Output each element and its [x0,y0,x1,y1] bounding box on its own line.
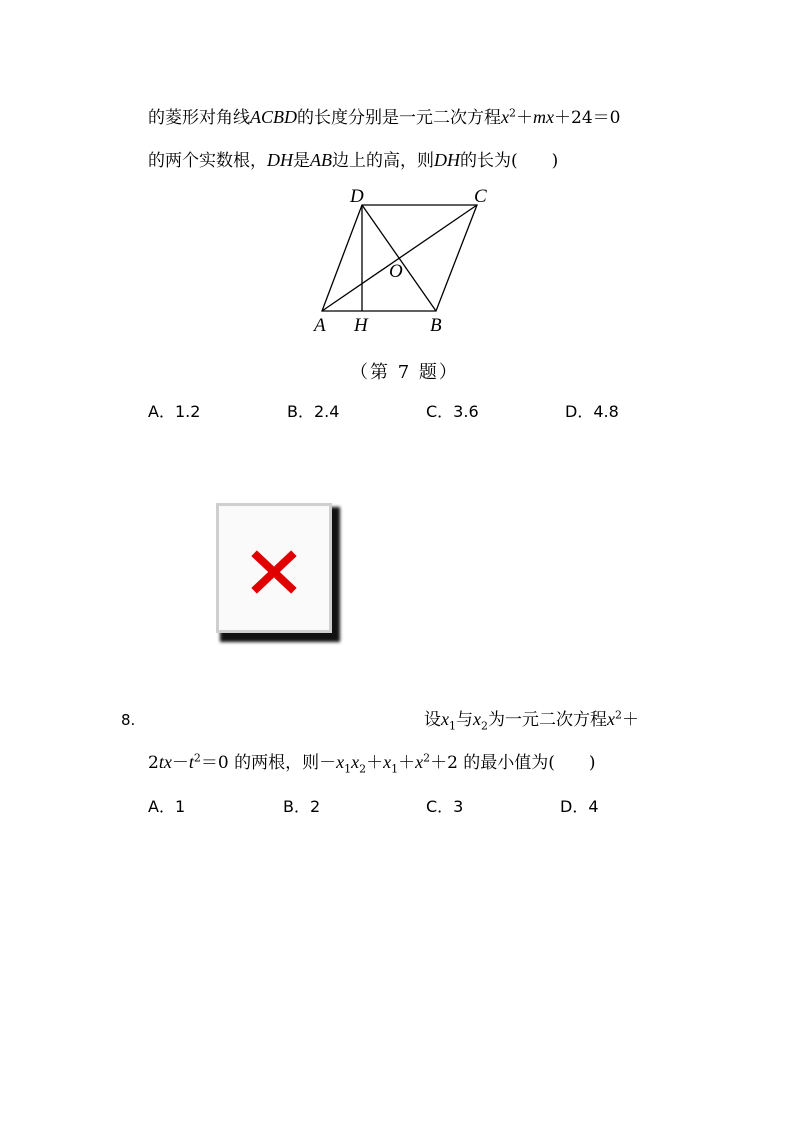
q8-subscript: 1 [391,762,399,776]
q7-var-dh: DH [434,150,460,170]
q8-text: 设 [424,710,441,730]
q8-number: 8. [121,711,136,729]
q7-option-d[interactable]: D．4.8 [565,402,619,421]
q8-var-x: x [415,752,424,772]
q8-var-t: t [188,752,194,772]
q8-option-a[interactable]: A．1 [148,797,186,816]
q7-option-a[interactable]: A．1.2 [148,402,201,421]
label-h: H [354,315,368,336]
q8-text: ＋2 的最小值为( ) [430,753,596,773]
rhombus-figure [300,180,510,340]
q7-var-ab: AB [310,150,332,170]
broken-image-placeholder [216,503,338,641]
q7-plus: ＋ [516,108,534,128]
q8-text: ＝0 的两根，则－ [200,753,337,773]
q8-option-b[interactable]: B．2 [283,797,321,816]
q8-option-d[interactable]: D．4 [560,797,599,816]
q7-var-mx: mx [533,107,555,127]
diagonal-bd [362,205,436,311]
q7-var-dh: DH [267,150,293,170]
q7-text: 的两个实数根， [148,151,267,171]
label-c: C [474,186,487,207]
placeholder-frame [216,503,332,633]
q7-option-b[interactable]: B．2.4 [287,402,340,421]
label-a: A [314,315,326,336]
q8-text: 2 [148,753,159,773]
q7-text: 是 [293,151,310,171]
label-d: D [350,186,364,207]
q8-text: 为一元二次方程 [488,710,607,730]
q8-var-x: x [336,752,345,772]
q8-var-tx: tx [158,752,172,772]
q7-var-bd: BD [273,107,298,127]
label-o: O [389,261,403,282]
q7-line-1 [148,106,620,129]
q8-line-2 [148,751,596,774]
q8-text: － [171,753,189,773]
q8-var-x: x [383,752,392,772]
q7-option-c[interactable]: C．3.6 [426,402,479,421]
q7-constant: ＋24＝0 [554,108,621,128]
q8-exponent: 2 [193,751,201,765]
q7-line-2 [148,149,558,172]
q7-text: 的长度分别是一元二次方程 [297,108,502,128]
q8-var-x: x [607,709,615,729]
broken-image-icon [219,506,329,630]
q8-subscript: 1 [449,719,456,733]
q8-plus: ＋ [398,753,416,773]
q7-var-ac: AC [250,107,274,127]
label-b: B [430,315,442,336]
q7-exponent: 2 [509,106,517,120]
q8-line-1 [424,708,639,731]
q7-text: 的菱形对角线 [148,108,250,128]
q8-var-x: x [441,709,449,729]
q7-text: 的长为( ) [460,151,559,171]
q8-plus: ＋ [366,753,384,773]
q8-option-c[interactable]: C．3 [426,797,464,816]
q8-subscript: 2 [359,762,367,776]
q8-subscript: 2 [481,719,488,733]
q8-var-x: x [351,752,360,772]
q8-exponent: 2 [423,751,431,765]
q7-text: 边上的高，则 [332,151,434,171]
q8-text: 与 [456,710,473,730]
q8-exponent: 2 [615,708,622,722]
q8-var-x: x [473,709,481,729]
q8-subscript: 1 [344,762,352,776]
q8-plus: ＋ [622,710,639,730]
figure-caption: （第 7 题） [350,362,459,383]
q7-var-x: x [501,107,510,127]
